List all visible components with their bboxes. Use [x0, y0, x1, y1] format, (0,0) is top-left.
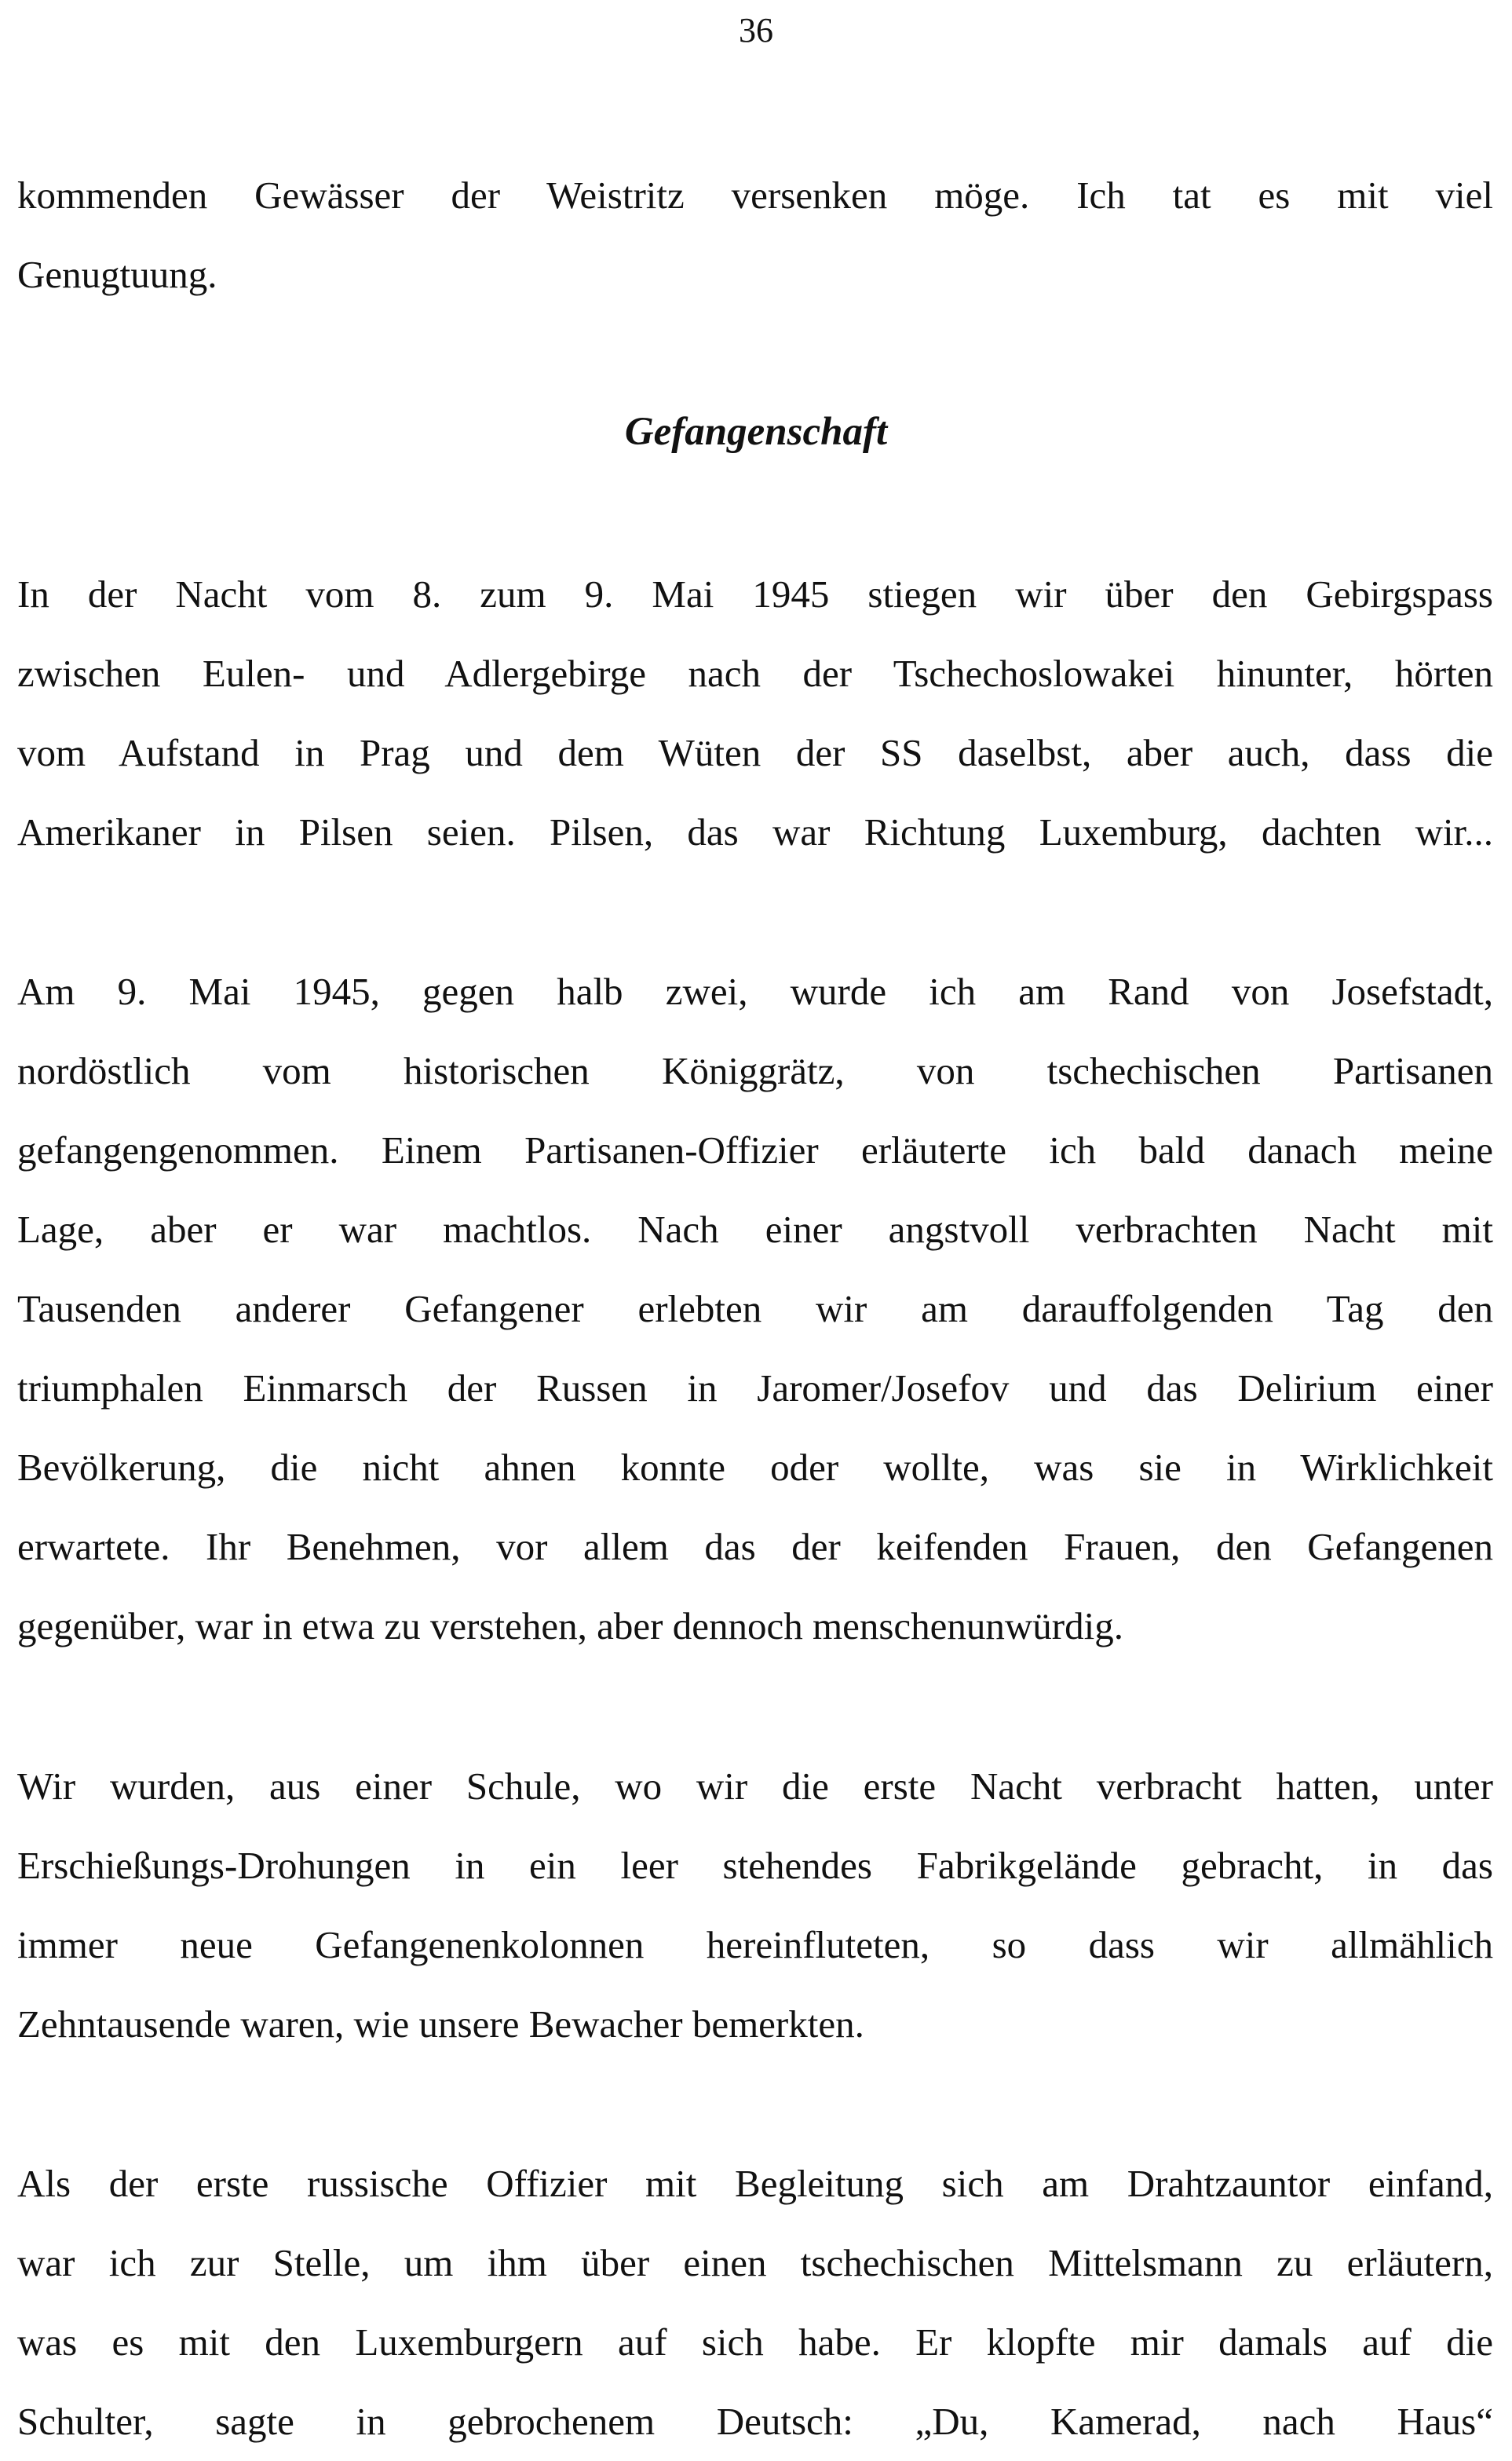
text-line: triumphalen Einmarsch der Russen in Jaromer/Josefov und das Delirium einer — [17, 1366, 1493, 1410]
paragraph-3 — [17, 952, 1493, 1666]
text-line: vom Aufstand in Prag und dem Wüten der SS daselbst, aber auch, dass die — [17, 731, 1493, 774]
page-number: 36 — [739, 11, 773, 49]
text-line: Als der erste russische Offizier mit Begleitung sich am Drahtzauntor einfand, — [17, 2162, 1493, 2205]
text-line: Zehntausende waren, wie unsere Bewacher bemerkten. — [17, 2002, 864, 2046]
text-line: kommenden Gewässer der Weistritz versenken möge. Ich tat es mit viel — [17, 174, 1493, 217]
text-line: Schulter, sagte in gebrochenem Deutsch: „Du, Kamerad, nach Haus“ — [17, 2400, 1493, 2443]
text-line: Wir wurden, aus einer Schule, wo wir die erste Nacht verbracht hatten, unter — [17, 1764, 1493, 1808]
text-line: was es mit den Luxemburgern auf sich habe. Er klopfte mir damals auf die — [17, 2320, 1493, 2364]
text-line: gegenüber, war in etwa zu verstehen, aber dennoch menschenunwürdig. — [17, 1604, 1123, 1647]
text-line: Bevölkerung, die nicht ahnen konnte oder wollte, was sie in Wirklichkeit — [17, 1446, 1493, 1489]
paragraph-2 — [17, 554, 1493, 872]
text-line: Amerikaner in Pilsen seien. Pilsen, das war Richtung Luxemburg, dachten wir... — [17, 810, 1493, 854]
text-line: erwartete. Ihr Benehmen, vor allem das der keifenden Frauen, den Gefangenen — [17, 1525, 1493, 1568]
paragraph-1 — [17, 155, 1493, 314]
text-line: gefangengenommen. Einem Partisanen-Offizier erläuterte ich bald danach meine — [17, 1128, 1493, 1172]
paragraph-5 — [17, 2144, 1493, 2461]
text-line: war ich zur Stelle, um ihm über einen tschechischen Mittelsmann zu erläutern, — [17, 2241, 1493, 2284]
text-line: Tausenden anderer Gefangener erlebten wir am darauffolgenden Tag den — [17, 1287, 1493, 1330]
text-line: Lage, aber er war machtlos. Nach einer angstvoll verbrachten Nacht mit — [17, 1208, 1493, 1251]
text-line: zwischen Eulen- und Adlergebirge nach der Tschechoslowakei hinunter, hörten — [17, 652, 1493, 695]
text-line: nordöstlich vom historischen Königgrätz, von tschechischen Partisanen — [17, 1049, 1493, 1092]
text-line: Am 9. Mai 1945, gegen halb zwei, wurde ich am Rand von Josefstadt, — [17, 970, 1493, 1013]
text-line: In der Nacht vom 8. zum 9. Mai 1945 stiegen wir über den Gebirgspass — [17, 572, 1493, 616]
paragraph-4 — [17, 1746, 1493, 2064]
text-line: immer neue Gefangenenkolonnen hereinfluteten, so dass wir allmählich — [17, 1923, 1493, 1966]
text-line: Genugtuung. — [17, 253, 217, 296]
section-heading: Gefangenschaft — [624, 410, 888, 454]
text-line: Erschießungs-Drohungen in ein leer stehendes Fabrikgelände gebracht, in das — [17, 1844, 1493, 1887]
